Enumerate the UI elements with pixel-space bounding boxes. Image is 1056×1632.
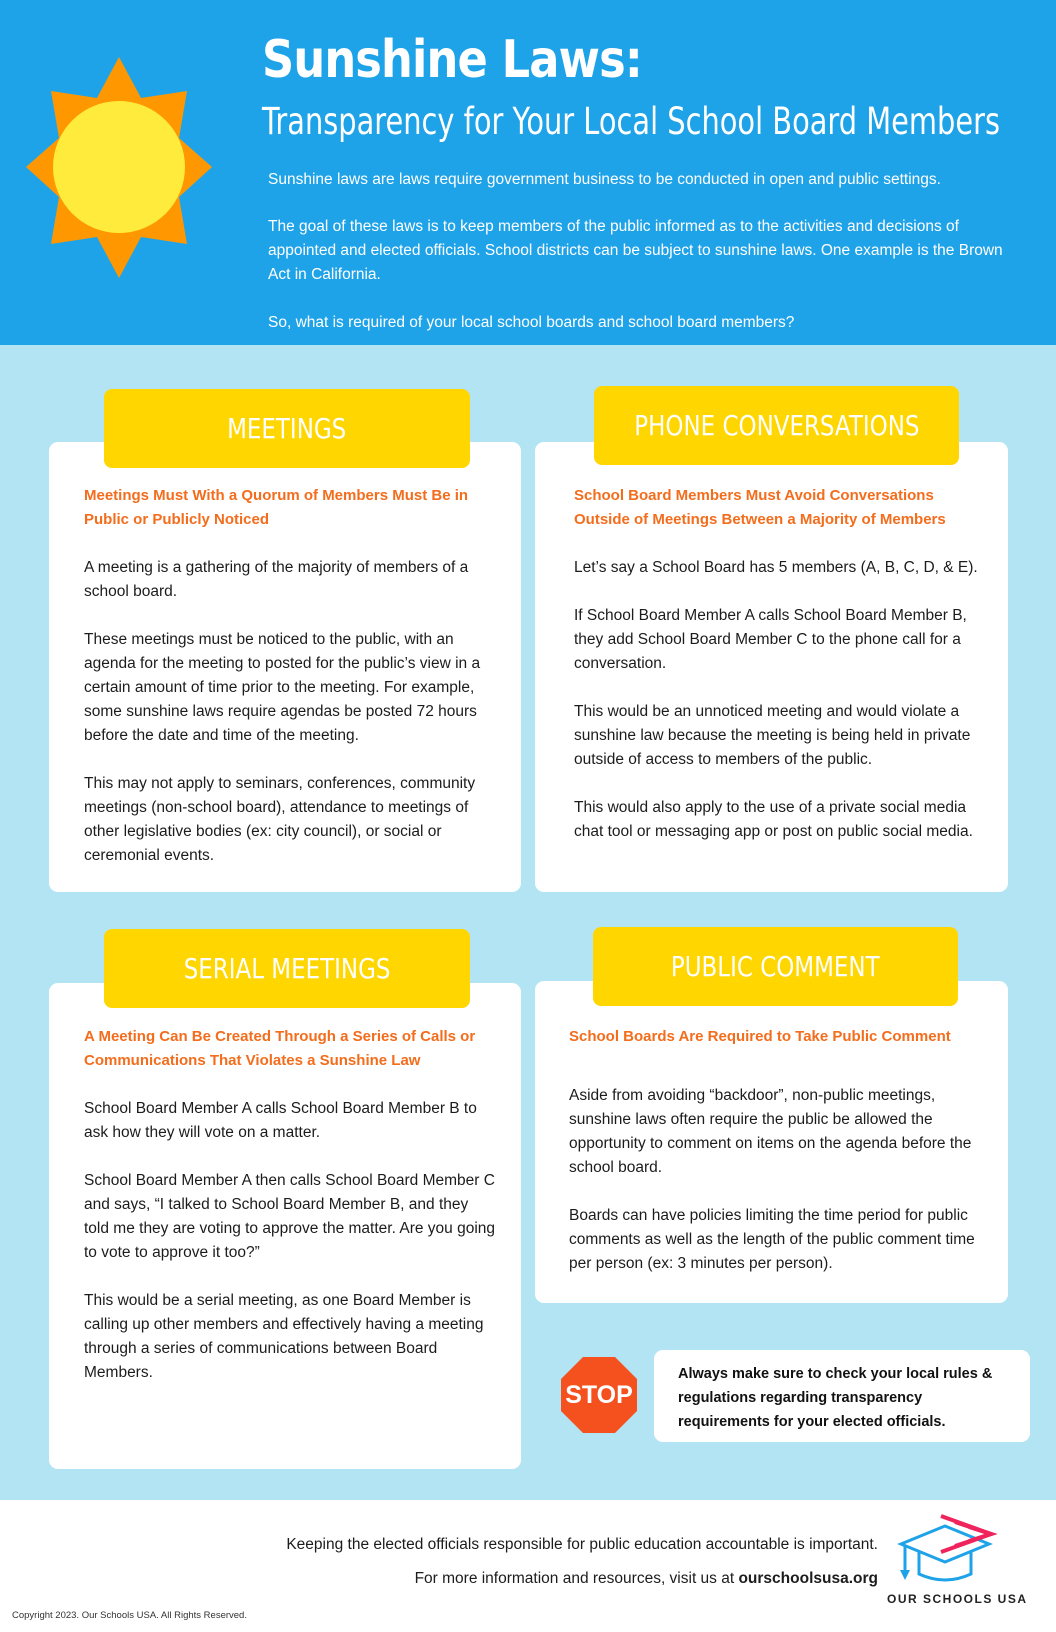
card-body (84, 556, 496, 892)
card-heading: School Boards Are Required to Take Public Comment (569, 1028, 951, 1045)
card-paragraph: These meetings must be noticed to the public, with an agenda for the meeting to posted for the public’s view in a certain amount of time prior to the meeting. For example, some sunshine laws require agendas be posted 72 hours before the date and time of the meeting. (84, 631, 481, 744)
tab-public-comment (593, 927, 958, 1006)
footer-statement: Keeping the elected officials responsible for public education accountable is important. (286, 1536, 878, 1553)
tab-label: PHONE CONVERSATIONS (633, 409, 920, 442)
card-paragraph: This would also apply to the use of a private social media chat tool or messaging app or post on public social media. (574, 799, 973, 840)
intro-paragraph: The goal of these laws is to keep members of the public informed as to the activities and decisions of appointed and elected officials. School districts can be subject to sunshine laws. One example is the Brown Act in California. (268, 218, 1003, 283)
card-paragraph: School Board Member A calls School Board Member B to ask how they will vote on a matter. (84, 1100, 477, 1141)
card-paragraph: A meeting is a gathering of the majority of members of a school board. (84, 559, 469, 600)
card-paragraph: If School Board Member A calls School Board Member B, they add School Board Member C to the phone call for a conversation. (574, 607, 967, 672)
card-heading: School Board Members Must Avoid Conversations Outside of Meetings Between a Majority of Members (574, 487, 946, 528)
footer (0, 1500, 1056, 1632)
card-paragraph: This may not apply to seminars, conferences, community meetings (non-school board), attendance to meetings of other legislative bodies (ex: city council), or social or ceremonial events. (84, 775, 476, 864)
card-paragraph: Boards can have policies limiting the time period for public comments as well as the length of the public comment time per person (ex: 3 minutes per person). (569, 1207, 975, 1272)
page-title: Sunshine Laws: (262, 30, 642, 90)
sun-icon (24, 55, 214, 280)
intro-paragraph: Sunshine laws are laws require government business to be conducted in open and public settings. (268, 171, 941, 188)
phone-conversations-card (535, 442, 1008, 892)
stop-note-text: Always make sure to check your local rules & regulations regarding transparency requirements for your elected officials. (678, 1366, 993, 1430)
tab-serial-meetings (104, 929, 470, 1008)
footer-link-line (415, 1570, 878, 1588)
public-comment-card (535, 981, 1008, 1303)
copyright-text: Copyright 2023. Our Schools USA. All Rights Reserved. (12, 1610, 247, 1621)
intro-question: So, what is required of your local school boards and school board members? (268, 314, 795, 331)
tab-label: SERIAL MEETINGS (183, 952, 391, 985)
stop-note-box (654, 1350, 1030, 1442)
page-subtitle: Transparency for Your Local School Board Members (262, 100, 1001, 143)
header-banner (0, 0, 1056, 345)
website-link[interactable]: ourschoolsusa.org (738, 1570, 878, 1587)
meetings-card (49, 442, 521, 892)
serial-meetings-card (49, 983, 521, 1469)
card-paragraph: Let’s say a School Board has 5 members (A, B, C, D, & E). (574, 559, 978, 576)
card-body (84, 1097, 496, 1409)
card-body (569, 1084, 977, 1300)
card-heading: Meetings Must With a Quorum of Members Must Be in Public or Publicly Noticed (84, 487, 469, 528)
card-paragraph: School Board Member A then calls School Board Member C and says, “I talked to School Board Member B, and they told me they are voting to approve the matter. Are you going to vote to approve it too?” (84, 1172, 495, 1261)
card-paragraph: This would be an unnoticed meeting and would violate a sunshine law because the meeting is being held in private outside of access to members of the public. (574, 703, 971, 768)
tab-label: MEETINGS (227, 412, 347, 445)
logo-text: OUR SCHOOLS USA (887, 1592, 1028, 1606)
card-paragraph: Aside from avoiding “backdoor”, non-public meetings, sunshine laws often require the public be allowed the opportunity to comment on items on the agenda before the school board. (569, 1087, 972, 1176)
tab-meetings (104, 389, 470, 468)
tab-phone-conversations (594, 386, 959, 465)
stop-sign-icon (560, 1356, 638, 1434)
stop-sign-text: STOP (565, 1381, 633, 1409)
card-body (574, 556, 986, 868)
card-heading: A Meeting Can Be Created Through a Series of Calls or Communications That Violates a Sunshine Law (84, 1028, 476, 1069)
graduation-cap-arrow-logo-icon (897, 1512, 1007, 1592)
tab-label: PUBLIC COMMENT (671, 950, 880, 983)
card-paragraph: This would be a serial meeting, as one Board Member is calling up other members and effectively having a meeting through a series of communications between Board Members. (84, 1292, 484, 1381)
footer-link-prefix: For more information and resources, visit us at (414, 1570, 739, 1587)
